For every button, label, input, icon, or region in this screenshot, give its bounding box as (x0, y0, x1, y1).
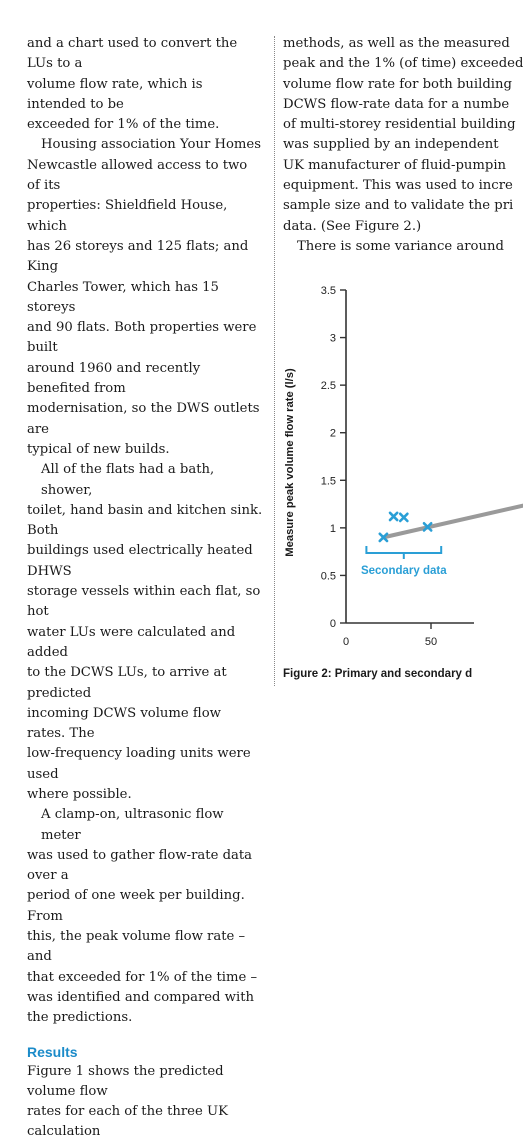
annotation-label: Secondary data (360, 565, 447, 577)
text-line: UK manufacturer of fluid-pumpin (283, 157, 507, 173)
x-tick-label: 50 (424, 636, 438, 648)
text-line: incoming DCWS volume flow rates. The (27, 705, 221, 742)
text-line: to the DCWS LUs, to arrive at predicted (27, 665, 227, 701)
text-line: was supplied by an independent (283, 137, 499, 153)
paragraph-methods (283, 34, 523, 237)
y-tick-label: 2.5 (320, 380, 336, 393)
text-line: There is some variance around (297, 238, 504, 254)
text-line: Newcastle allowed access to two of its (27, 157, 248, 194)
column-divider (274, 36, 275, 686)
y-tick-label: 0 (329, 618, 336, 630)
data-point (390, 513, 397, 520)
y-axis-label: Measure peak volume flow rate (l/s) (284, 368, 296, 557)
text-line: sample size and to validate the pri (283, 198, 514, 214)
right-text-column (283, 34, 523, 257)
text-line: Housing association Your Homes (41, 137, 261, 153)
y-tick-label: 1 (329, 522, 336, 535)
text-line: volume flow rate, which is intended to be (27, 76, 203, 112)
annotation-bracket (366, 546, 441, 559)
text-line: that exceeded for 1% of the time – (27, 969, 258, 985)
figure-2-chart (283, 280, 474, 652)
text-line: was identified and compared with (27, 989, 254, 1005)
trend-line (383, 488, 523, 537)
text-line: where possible. (27, 786, 132, 802)
text-line: low-frequency loading units were used (27, 746, 251, 782)
text-line: storage vessels within each flat, so hot (27, 584, 261, 620)
text-line: data. (See Figure 2.) (283, 218, 422, 234)
text-line: equipment. This was used to incre (283, 178, 513, 194)
text-line: typical of new builds. (27, 441, 170, 457)
text-line: has 26 storeys and 125 flats; and King (27, 238, 249, 275)
y-tick-label: 2 (329, 427, 336, 440)
text-line: properties: Shieldfield House, which (27, 198, 228, 234)
y-tick-label: 3.5 (320, 285, 336, 297)
text-line: A clamp-on, ultrasonic flow meter (41, 807, 224, 843)
paragraph-properties (27, 135, 263, 460)
paragraph-continued (27, 34, 263, 135)
y-tick-label: 1.5 (320, 475, 336, 488)
paragraph-results (27, 1062, 263, 1143)
text-line: was used to gather flow-rate data over a (27, 847, 253, 884)
text-line: exceeded for 1% of the time. (27, 117, 220, 133)
text-line: buildings used electrically heated DHWS (27, 543, 253, 579)
paragraph-variance (283, 237, 504, 257)
text-line: methods, as well as the measured (283, 36, 510, 51)
text-line: around 1960 and recently benefited from (27, 360, 201, 397)
text-line: of multi-storey residential building (283, 117, 516, 133)
text-line: and 90 flats. Both properties were built (27, 320, 257, 356)
text-line: period of one week per building. From (27, 888, 245, 924)
paragraph-flow-meter (27, 805, 263, 1028)
text-line: the predictions. (27, 1010, 133, 1026)
x-tick-label: 0 (342, 636, 350, 648)
text-line: All of the flats had a bath, shower, (41, 462, 215, 498)
text-line: modernisation, so the DWS outlets are (27, 401, 260, 437)
text-line: DCWS flow-rate data for a numbe (283, 96, 510, 112)
text-line: Figure 1 shows the predicted volume flow (27, 1063, 224, 1099)
text-line: Charles Tower, which has 15 storeys (27, 279, 219, 315)
text-line: this, the peak volume flow rate – and (27, 929, 246, 965)
paragraph-flats (27, 460, 263, 805)
scatter-chart (283, 280, 474, 652)
text-line: water LUs were calculated and added (27, 624, 236, 660)
figure-caption: Figure 2: Primary and secondary d (283, 668, 473, 680)
y-tick-label: 3 (329, 332, 336, 345)
text-line: and a chart used to convert the LUs to a (27, 36, 238, 72)
y-tick-label: 0.5 (320, 570, 336, 583)
text-line: rates for each of the three UK calculation (27, 1104, 228, 1140)
left-text-column (27, 34, 263, 1143)
text-line: peak and the 1% (of time) exceeded (283, 56, 523, 72)
text-line: toilet, hand basin and kitchen sink. Both (27, 502, 263, 539)
section-heading-results: Results (27, 1043, 78, 1060)
data-point (400, 514, 407, 521)
text-line: volume flow rate for both building (283, 76, 512, 92)
